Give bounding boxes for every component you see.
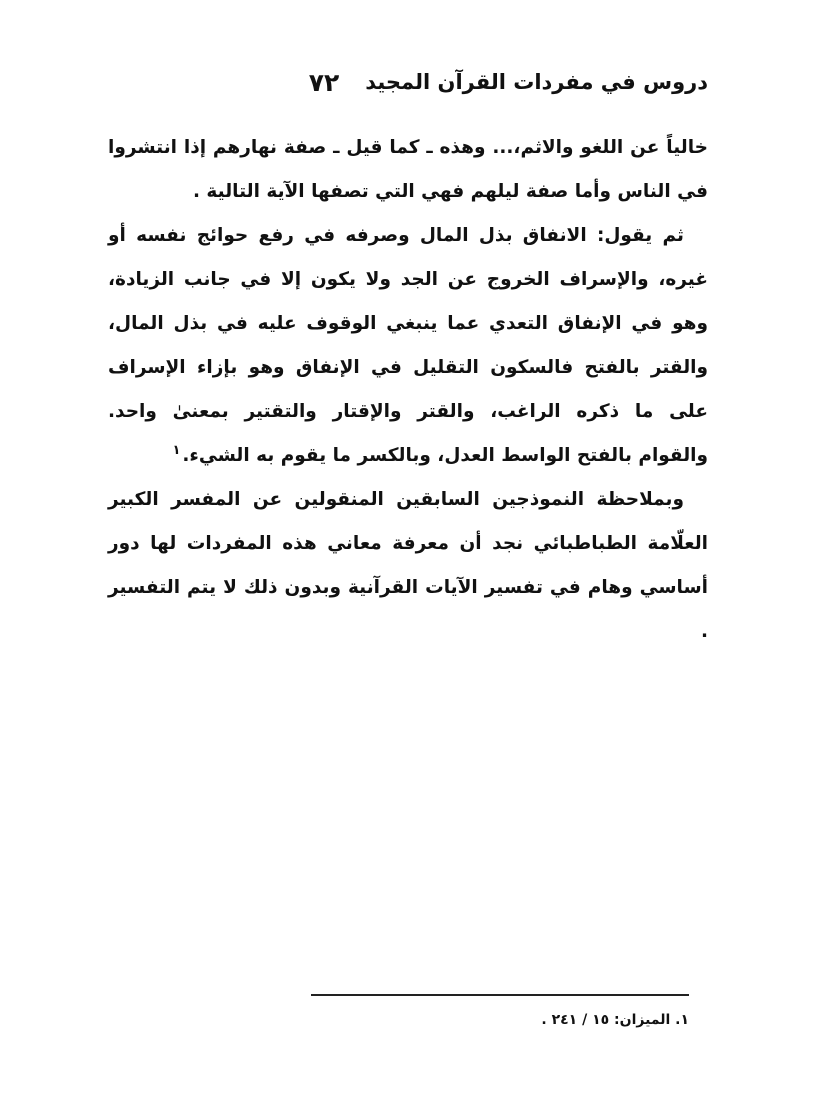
footnote-divider bbox=[311, 994, 689, 996]
running-title: دروس في مفردات القرآن المجيد bbox=[365, 70, 708, 94]
paragraph-1 bbox=[108, 126, 708, 214]
paragraph-3-text: وبملاحظة النموذجين السابقين المنقولين عن المفسر الكبير العلّامة الطباطبائي نجد أن معرفة معاني هذه المفردات لها دور أساسي وهام في تفسير الآيات القرآنية وبدون ذلك لا يتم التفسير . bbox=[108, 489, 708, 642]
paragraph-2 bbox=[108, 214, 708, 478]
paragraph-2-text: ثم يقول: الانفاق بذل المال وصرفه في رفع حوائج نفسه أو غيره، والإسراف الخروج عن الجد ولا يكون إلا في جانب الزيادة، وهو في الإنفاق التعدي عما ينبغي الوقوف عليه في بذل المال، والقتر بالفتح فالسكون التقليل في الإنفاق وهو بإزاء الإسراف على ما ذكره الراغب، والقتر والإقتار والتقتير بمعنىٰ واحد. والقوام بالفتح الواسط العدل، وبالكسر ما يقوم به الشيء. bbox=[108, 225, 708, 466]
paragraph-1-text: خالياً عن اللغو والاثم،... وهذه ـ كما قيل ـ صفة نهارهم إذا انتشروا في الناس وأما صفة ليلهم فهي التي تصفها الآية التالية . bbox=[108, 137, 708, 202]
paragraph-3 bbox=[108, 478, 708, 654]
footnote bbox=[289, 1008, 689, 1032]
body-text bbox=[108, 126, 708, 654]
footnote-text: ١. الميزان: ١٥ / ٢٤١ . bbox=[541, 1012, 689, 1028]
footnote-marker: ١ bbox=[172, 442, 181, 458]
page-number: ٧٢ bbox=[308, 67, 340, 97]
page-header bbox=[108, 62, 708, 102]
